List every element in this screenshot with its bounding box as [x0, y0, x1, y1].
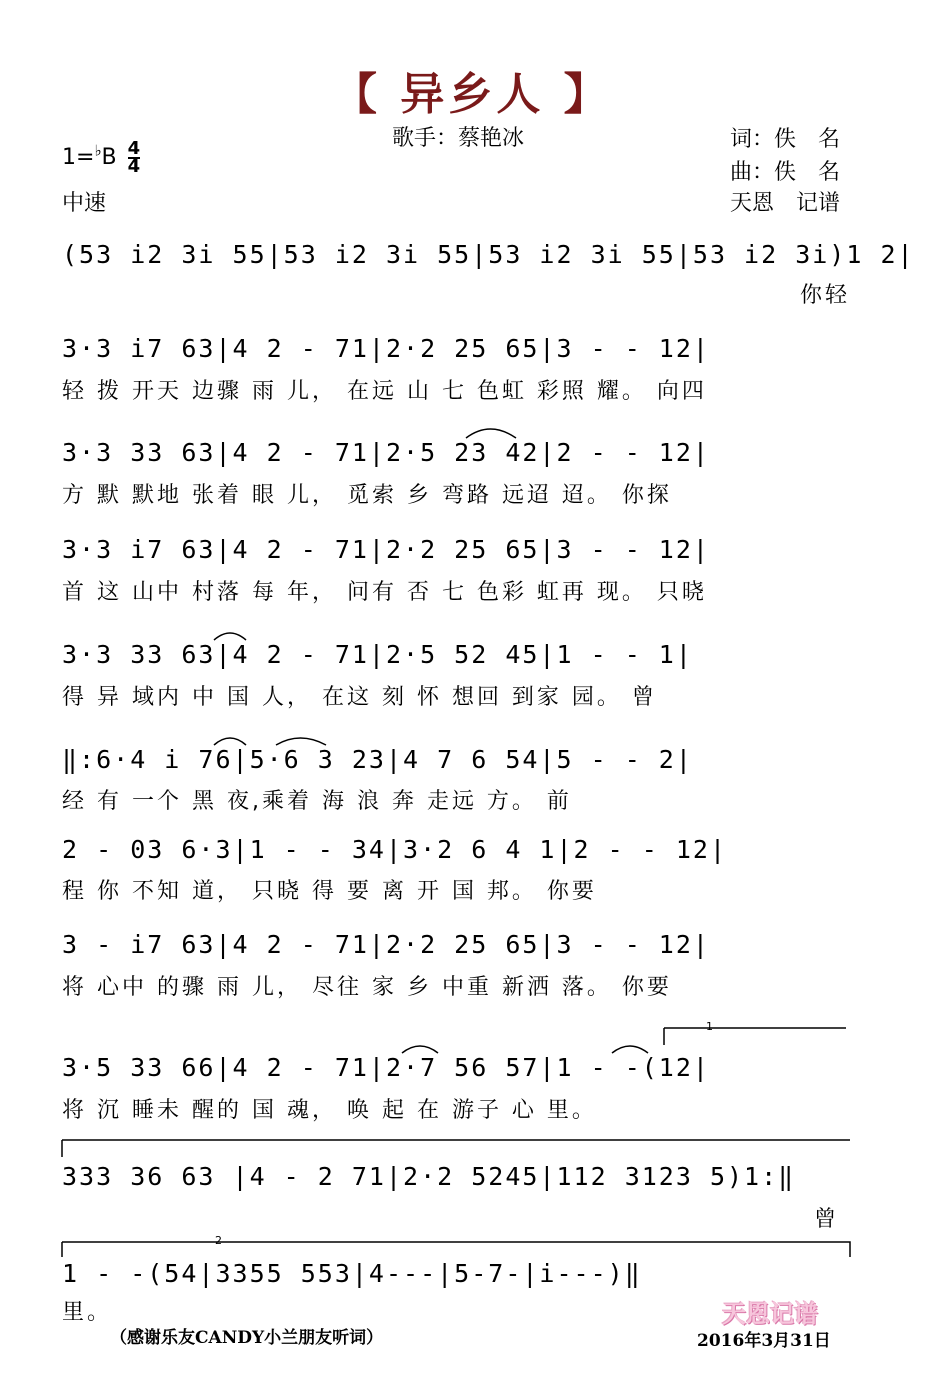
- time-top: 4: [127, 138, 141, 159]
- volta-2-bracket: [62, 1242, 850, 1257]
- slur-row-9-b: [612, 1046, 648, 1053]
- date-stamp: 2016年3月31日: [697, 1331, 831, 1351]
- score-row-4-notes: 3·3 i7 63|4 2 - 71|2·2 25 65|3 - - 12|: [62, 535, 710, 564]
- score-row-4-lyrics: 首 这 山中 村落 每 年， 问有 否 七 色彩 虹再 现。 只晓: [62, 580, 707, 605]
- score-row-5-notes: 3·3 33 63|4 2 - 71|2·5 52 45|1 - - 1|: [62, 640, 693, 669]
- volta-1-continuation: [62, 1140, 850, 1157]
- key-prefix: 1=: [62, 145, 95, 170]
- score-row-11-notes: 1 - -(54|3355 553|4---|5-7-|i---)‖: [62, 1259, 642, 1288]
- score-row-7-lyrics: 程 你 不知 道， 只晓 得 要 离 开 国 邦。 你要: [62, 879, 597, 904]
- singer-credit: 歌手：蔡艳冰: [392, 126, 525, 151]
- lyricist-credit: 词：佚 名: [730, 127, 841, 152]
- transcriber-credit: 天恩 记谱: [730, 191, 841, 216]
- score-row-3-lyrics: 方 默 默地 张着 眼 儿， 觅索 乡 弯路 远迢 迢。 你探: [62, 483, 672, 508]
- slur-row-3: [466, 429, 516, 438]
- score-row-2-notes: 3·3 i7 63|4 2 - 71|2·2 25 65|3 - - 12|: [62, 334, 710, 363]
- score-row-6-lyrics: 经 有 一个 黑 夜,乘着 海 浪 奔 走远 方。 前: [62, 789, 572, 814]
- slur-row-6-b: [276, 738, 326, 745]
- slur-row-9-a: [402, 1046, 438, 1053]
- tempo-marking: 中速: [62, 191, 107, 216]
- volta-2-label: 2: [215, 1234, 222, 1247]
- slur-row-6-a: [214, 738, 246, 745]
- key-letter: B: [101, 145, 117, 170]
- score-row-7-notes: 2 - 03 6·3|1 - - 34|3·2 6 4 1|2 - - 12|: [62, 835, 727, 864]
- thanks-note: （感谢乐友CANDY小兰朋友听词）: [110, 1328, 384, 1348]
- score-row-1-notes: (53 i2 3i 55|53 i2 3i 55|53 i2 3i 55|53 i2 3i)1 2|: [62, 240, 915, 269]
- composer-credit: 曲：佚 名: [730, 160, 841, 185]
- score-row-8-notes: 3 - i7 63|4 2 - 71|2·2 25 65|3 - - 12|: [62, 930, 710, 959]
- score-row-9-lyrics: 将 沉 睡未 醒的 国 魂， 唤 起 在 游子 心 里。: [62, 1098, 597, 1123]
- score-row-5-lyrics: 得 异 域内 中 国 人， 在这 刻 怀 想回 到家 园。 曾: [62, 685, 657, 710]
- score-row-2-lyrics: 轻 拨 开天 边骤 雨 儿， 在远 山 七 色虹 彩照 耀。 向四: [62, 379, 707, 404]
- slur-row-5: [214, 633, 246, 640]
- score-row-1-lyrics: 你轻: [800, 283, 851, 308]
- time-bottom: 4: [127, 156, 141, 177]
- volta-1-bracket: [664, 1028, 846, 1045]
- flat-sign: ♭: [94, 141, 102, 160]
- song-title: 【 异乡人 】: [333, 69, 612, 120]
- score-row-6-notes: ‖:6·4 i 76|5·6 3 23|4 7 6 54|5 - - 2|: [62, 745, 693, 774]
- volta-1-label: 1: [706, 1020, 713, 1033]
- score-row-11-lyrics: 里。: [62, 1300, 113, 1325]
- score-row-9-notes: 3·5 33 66|4 2 - 71|2·7 56 57|1 - -(12|: [62, 1053, 710, 1082]
- score-row-8-lyrics: 将 心中 的骤 雨 儿， 尽往 家 乡 中重 新洒 落。 你要: [62, 975, 672, 1000]
- score-row-10-lyrics: 曾: [814, 1207, 840, 1232]
- score-row-10-notes: 333 36 63 |4 - 2 71|2·2 5245|112 3123 5)1:‖: [62, 1162, 796, 1191]
- transcriber-signature: 天恩记谱: [722, 1299, 818, 1328]
- score-row-3-notes: 3·3 33 63|4 2 - 71|2·5 23 42|2 - - 12|: [62, 438, 710, 467]
